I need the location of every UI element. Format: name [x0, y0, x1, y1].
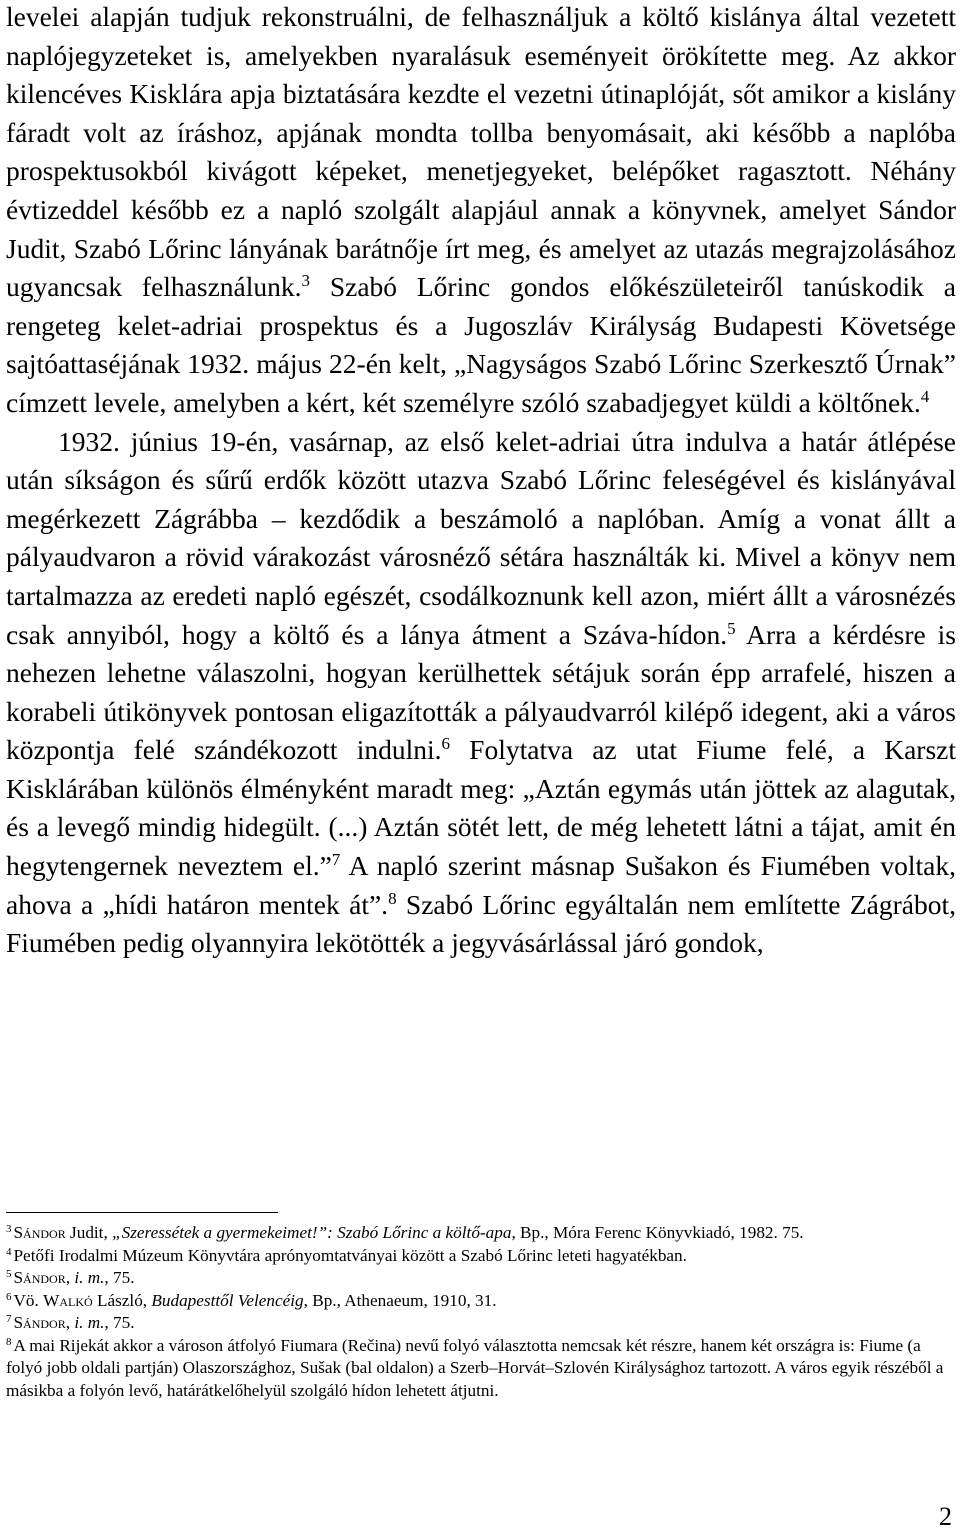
text-run: Szabó Lőrinc egyáltalán nem említette Zágrábot, Fiumében pedig olyannyira lekötötték a jegyvásárlással járó gondok, [6, 888, 956, 959]
footnote-7 [6, 1312, 951, 1335]
text-run: 1932. június 19-én, vasárnap, az első kelet-adriai útra indulva a határ átlépése után síkságon és sűrű erdők között utazva Szabó Lőrinc feleségével és kislányával megérkezett Zágrábba – kezdődik a beszámoló a naplóban. Amíg a vonat állt a pályaudvaron a rövid várakozást városnéző sétára használták ki. Mivel a könyv nem tartalmazza az eredeti napló egészét, csodálkoznunk kell azon, miért állt a városnézés csak annyiból, hogy a költő és a lánya átment a Száva-hídon. [6, 425, 956, 650]
footnote-text: , [65, 1268, 75, 1287]
footnote-author: Sándor [13, 1223, 66, 1242]
footnote-text: , 75. [104, 1313, 135, 1332]
footnote-text: , 75. [104, 1268, 135, 1287]
footnote-title: „Szeressétek a gyermekeimet!”: Szabó Lőrinc a költő-apa [112, 1223, 512, 1242]
footnote-number: 5 [6, 1268, 12, 1280]
footnote-title: i. m. [74, 1268, 105, 1287]
footnote-text: , [65, 1313, 75, 1332]
footnote-8 [6, 1335, 951, 1403]
text-run: Folytatva az utat Fiume felé, a Karszt Kisklárában különös élményként maradt meg: „Aztán egymás után jöttek az alagutak, és a levegő mindig hidegült. (...) Aztán sötét lett, de még lehetett látni a tájat, amit én hegytengernek neveztem el.” [6, 734, 956, 882]
text-run: Szabó Lőrinc gondos előkészületeiről tanúskodik a rengeteg kelet-adriai prospektus és a Jugoszláv Királyság Budapesti Követsége sajtóattaséjának 1932. május 22-én kelt, „Nagyságos Szabó Lőrinc Szerkesztő Úrnak” címzett levele, amelyben a kért, két személyre szóló szabadjegyet küldi a költőnek. [6, 271, 956, 418]
footnote-author: Sándor [13, 1313, 66, 1332]
footnote-ref[interactable]: 5 [727, 618, 736, 638]
footnote-5 [6, 1267, 951, 1290]
footnote-ref[interactable]: 7 [331, 850, 341, 870]
footnote-ref[interactable]: 6 [441, 734, 450, 754]
footnote-title: i. m. [74, 1313, 105, 1332]
footnote-number: 3 [6, 1223, 12, 1235]
text-run: Arra a kérdésre is nehezen lehetne válaszolni, hogyan kerülhettek sétájuk során épp arrafelé, hiszen a korabeli útikönyvek pontosan eligazították a pályaudvarról kilépő idegent, aki a város központja felé szándékozott indulni. [6, 618, 956, 766]
footnote-ref[interactable]: 8 [388, 888, 397, 908]
text-run: levelei alapján tudjuk rekonstruálni, de felhasználjuk a költő kislánya által vezetett naplójegyzeteket is, amelyekben nyaralásuk eseményeit örökítette meg. Az akkor kilencéves Kisklára apja biztatására kezdte el vezetni útinaplóját, sőt amikor a kislány fáradt volt az íráshoz, apjának mondta tollba benyomásait, aki később a naplóba prospektusokból kivágott képeket, menetjegyeket, belépőket ragasztott. Néhány évtizeddel később ez a napló szolgált alapjául annak a könyvnek, amelyet Sándor Judit, Szabó Lőrinc lányának barátnője írt meg, és amelyet az utazás megrajzolásához ugyancsak felhasználunk. [6, 1, 956, 303]
footnote-ref[interactable]: 3 [301, 271, 310, 291]
footnote-ref[interactable]: 4 [920, 386, 930, 406]
footnote-text: Judit, [65, 1223, 113, 1242]
page-number: 2 [939, 1502, 952, 1531]
footnote-6 [6, 1290, 951, 1313]
footnote-author: Walkó [43, 1290, 93, 1310]
footnote-3 [6, 1222, 951, 1245]
footnote-text: László, [92, 1290, 152, 1310]
footnote-number: 8 [6, 1335, 12, 1348]
footnote-text: , Bp., Móra Ferenc Könyvkiadó, 1982. 75. [511, 1223, 804, 1242]
footnote-text: Petőfi Irodalmi Múzeum Könyvtára aprónyomtatványai között a Szabó Lőrinc leteti hagyatékban. [13, 1245, 687, 1265]
footnote-number: 7 [6, 1313, 12, 1325]
footnote-text: Vö. [13, 1290, 44, 1310]
main-text [6, 0, 956, 963]
footnote-4 [6, 1245, 951, 1268]
footnote-title: Budapesttől Velencéig [151, 1290, 304, 1310]
footnote-author: Sándor [13, 1268, 66, 1287]
footnote-text: A mai Rijekát akkor a városon átfolyó Fiumara (Rečina) nevű folyó választotta nemcsak két részre, hanem két országra is: Fiume (a folyó jobb oldali partján) Olaszországhoz, Sušak (bal oldalon) a Szerb–Horvát–Szlovén Királysághoz tartozott. A város egyik részéből a másikba a folyón levő, határátkelőhelyül szolgáló hídon lehetett átjutni. [6, 1335, 944, 1400]
footnotes [6, 1222, 951, 1402]
paragraph [6, 423, 956, 963]
footnote-separator [6, 1212, 278, 1213]
footnote-number: 4 [6, 1245, 12, 1258]
paragraph [6, 0, 956, 423]
footnote-number: 6 [6, 1290, 12, 1303]
footnote-text: , Bp., Athenaeum, 1910, 31. [303, 1290, 497, 1310]
text-run: A napló szerint másnap Sušakon és Fiumében voltak, ahova a „hídi határon mentek át”. [6, 850, 957, 920]
